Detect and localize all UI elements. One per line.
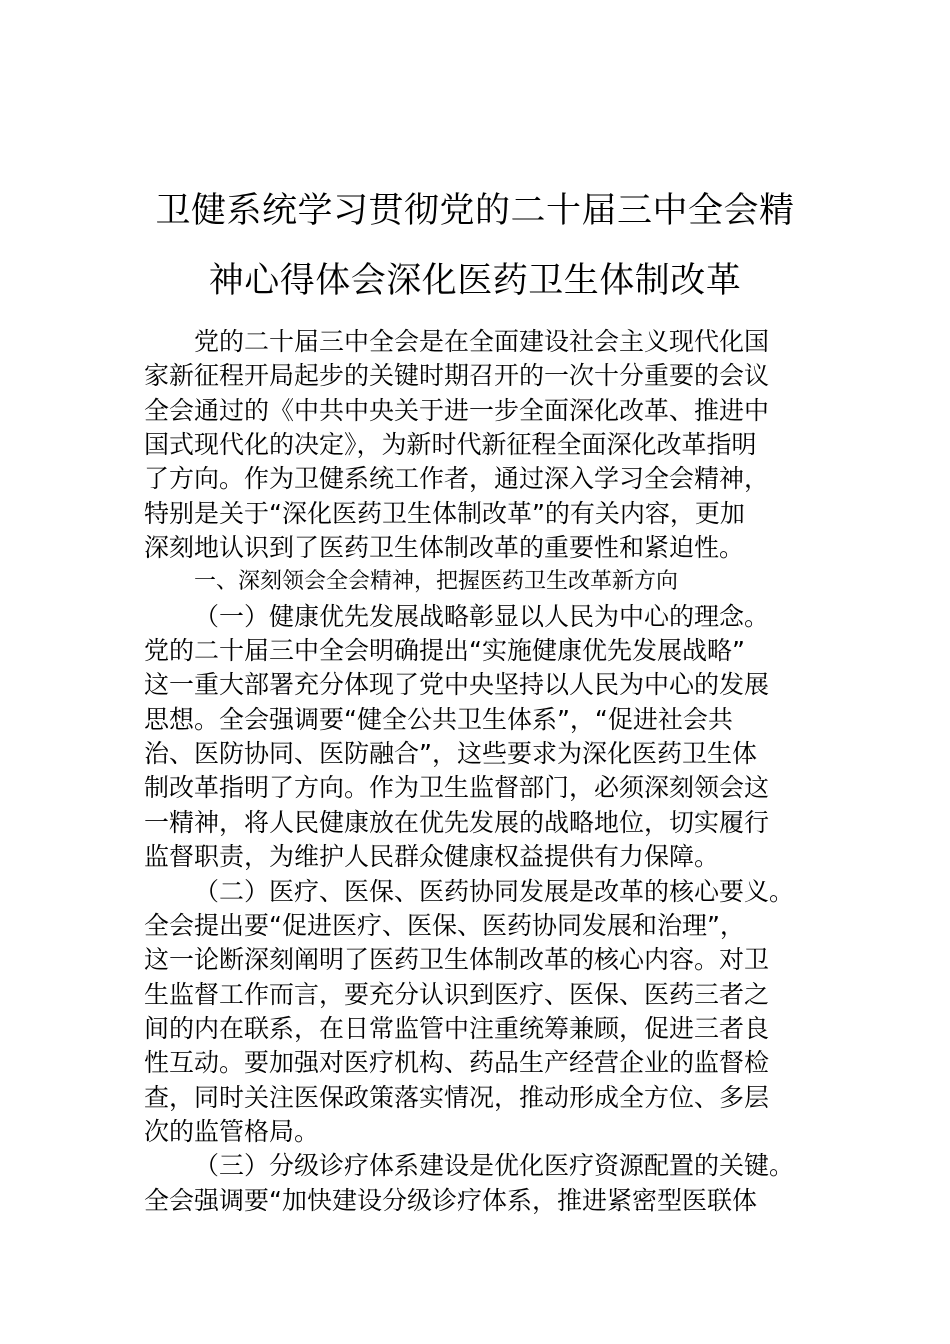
paragraph-line: 间的内在联系，在日常监管中注重统筹兼顾，促进三者良 <box>144 1013 770 1043</box>
paragraph-line: 思想。全会强调要“健全公共卫生体系”，“促进社会共 <box>144 704 733 734</box>
paragraph-line: 党的二十届三中全会明确提出“实施健康优先发展战略” <box>144 636 745 666</box>
paragraph-line: 这一论断深刻阐明了医药卫生体制改革的核心内容。对卫 <box>144 945 770 975</box>
paragraph-line: （二）医疗、医保、医药协同发展是改革的核心要义。 <box>194 876 795 906</box>
paragraph-line: 监督职责，为维护人民群众健康权益提供有力保障。 <box>144 842 720 872</box>
document-title-line-2: 神心得体会深化医药卫生体制改革 <box>208 261 742 302</box>
paragraph-line: 全会强调要“加快建设分级诊疗体系，推进紧密型医联体 <box>144 1185 757 1215</box>
document-title-line-1: 卫健系统学习贯彻党的二十届三中全会精 <box>155 191 795 232</box>
paragraph-line: 全会通过的《中共中央关于进一步全面深化改革、推进中 <box>144 395 770 425</box>
paragraph-line: 性互动。要加强对医疗机构、药品生产经营企业的监督检 <box>144 1048 770 1078</box>
paragraph-line: （三）分级诊疗体系建设是优化医疗资源配置的关键。 <box>194 1151 795 1181</box>
paragraph-line: 治、医防协同、医防融合”，这些要求为深化医药卫生体 <box>144 739 757 769</box>
section-heading-line: 一、深刻领会全会精神，把握医药卫生改革新方向 <box>194 569 679 595</box>
paragraph-line: 次的监管格局。 <box>144 1116 320 1146</box>
paragraph-line: 生监督工作而言，要充分认识到医疗、医保、医药三者之 <box>144 979 770 1009</box>
paragraph-line: （一）健康优先发展战略彰显以人民为中心的理念。 <box>194 601 770 631</box>
paragraph-line: 深刻地认识到了医药卫生体制改革的重要性和紧迫性。 <box>144 533 745 563</box>
paragraph-line: 家新征程开局起步的关键时期召开的一次十分重要的会议 <box>144 361 770 391</box>
paragraph-line: 党的二十届三中全会是在全面建设社会主义现代化国 <box>194 327 770 356</box>
paragraph-line: 特别是关于“深化医药卫生体制改革”的有关内容，更加 <box>144 498 745 528</box>
paragraph-line: 制改革指明了方向。作为卫生监督部门，必须深刻领会这 <box>144 773 770 803</box>
paragraph-line: 了方向。作为卫健系统工作者，通过深入学习全会精神， <box>144 464 770 494</box>
document-body <box>144 325 834 1218</box>
paragraph-line: 一精神，将人民健康放在优先发展的战略地位，切实履行 <box>144 807 770 837</box>
paragraph-line: 查，同时关注医保政策落实情况，推动形成全方位、多层 <box>144 1082 770 1112</box>
paragraph-line: 这一重大部署充分体现了党中央坚持以人民为中心的发展 <box>144 670 770 700</box>
paragraph-line: 全会提出要“促进医疗、医保、医药协同发展和治理”， <box>144 910 745 940</box>
paragraph-line: 国式现代化的决定》，为新时代新征程全面深化改革指明 <box>144 430 757 460</box>
